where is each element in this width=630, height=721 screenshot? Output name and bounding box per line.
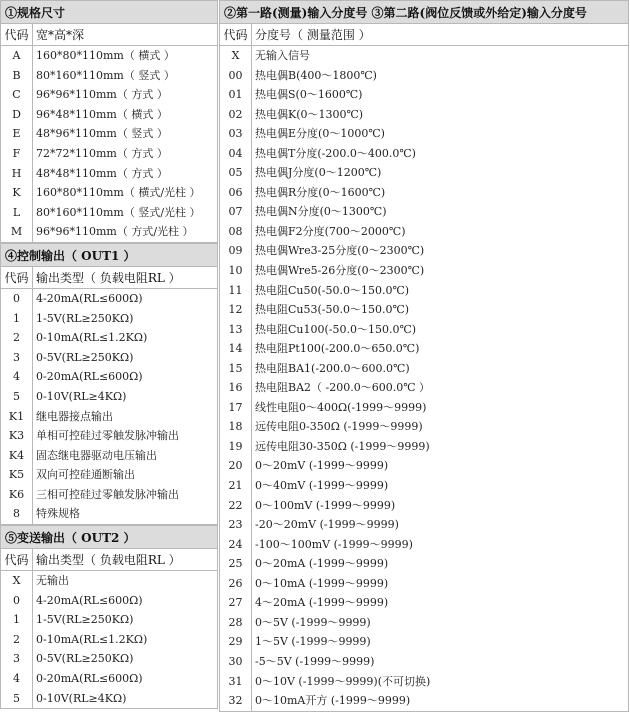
input-index-header	[219, 24, 629, 46]
desc-cell: 1-5V(RL≥250KΩ)	[36, 613, 134, 627]
code-cell: A	[1, 46, 33, 66]
code-cell: 22	[220, 496, 252, 516]
desc-cell: 热电阻Cu50(-50.0～150.0℃)	[255, 283, 410, 297]
table-row	[0, 46, 218, 66]
table-row	[0, 669, 218, 689]
table-row	[0, 407, 218, 427]
table-row	[219, 554, 629, 574]
desc-header: 分度号（ 测量范围 ）	[255, 28, 371, 42]
table-row	[0, 203, 218, 223]
desc-cell: 80*160*110mm（ 竖式/光柱 ）	[36, 205, 201, 219]
code-cell: M	[1, 222, 33, 242]
table-row	[0, 465, 218, 485]
code-cell: 19	[220, 437, 252, 457]
code-cell: D	[1, 105, 33, 125]
code-cell: 24	[220, 535, 252, 555]
table-row	[219, 574, 629, 594]
table-row	[219, 456, 629, 476]
table-row	[219, 105, 629, 125]
transmit-output-title: ⑤变送输出（ OUT2 ）	[0, 525, 218, 549]
code-cell: 17	[220, 398, 252, 418]
desc-cell: 热电偶F2分度(700～2000℃)	[255, 224, 406, 238]
table-row	[0, 610, 218, 630]
desc-cell: 热电阻Cu100(-50.0～150.0℃)	[255, 322, 417, 336]
table-row	[0, 183, 218, 203]
table-row	[0, 124, 218, 144]
desc-cell: 双向可控硅通断输出	[36, 468, 135, 482]
table-row	[219, 46, 629, 66]
code-cell: X	[220, 46, 252, 66]
desc-cell: 72*72*110mm（ 方式 ）	[36, 146, 168, 160]
code-cell: 26	[220, 574, 252, 594]
table-row	[219, 496, 629, 516]
desc-cell: 0-20mA(RL≤600Ω)	[36, 370, 143, 384]
table-row	[0, 222, 218, 242]
table-row	[219, 535, 629, 555]
table-row	[219, 672, 629, 692]
code-cell: 08	[220, 222, 252, 242]
desc-cell: 160*80*110mm（ 横式/光柱 ）	[36, 186, 201, 200]
code-cell: K6	[1, 485, 33, 505]
desc-header: 宽*高*深	[36, 28, 85, 42]
table-row	[0, 309, 218, 329]
table-row	[219, 398, 629, 418]
desc-cell: 4-20mA(RL≤600Ω)	[36, 593, 143, 607]
code-cell: C	[1, 85, 33, 105]
table-row	[0, 387, 218, 407]
desc-cell: 0～10mA开方 (-1999～9999)	[255, 694, 411, 708]
code-cell: 5	[1, 689, 33, 709]
spec-size-title: ①规格尺寸	[0, 0, 218, 24]
input-index-title: ②第一路(测量)输入分度号 ③第二路(阀位反馈或外给定)输入分度号	[219, 0, 629, 24]
code-cell: L	[1, 203, 33, 223]
table-row	[0, 144, 218, 164]
desc-cell: 0-5V(RL≥250KΩ)	[36, 652, 134, 666]
desc-cell: 热电偶B(400～1800℃)	[255, 68, 377, 82]
desc-cell: -20～20mV (-1999～9999)	[255, 518, 399, 532]
desc-cell: 热电阻BA2（ -200.0～600.0℃ ）	[255, 381, 431, 395]
code-cell: K5	[1, 465, 33, 485]
code-cell: 25	[220, 554, 252, 574]
code-cell: 0	[1, 591, 33, 611]
desc-cell: 0-10V(RL≥4KΩ)	[36, 691, 127, 705]
desc-cell: 热电偶N分度(0～1300℃)	[255, 205, 387, 219]
desc-cell: -100～100mV (-1999～9999)	[255, 537, 413, 551]
table-row	[219, 202, 629, 222]
desc-cell: 4-20mA(RL≤600Ω)	[36, 291, 143, 305]
desc-cell: 96*96*110mm（ 方式/光柱 ）	[36, 225, 194, 239]
table-row	[219, 300, 629, 320]
desc-cell: 0～20mA (-1999～9999)	[255, 557, 389, 571]
desc-cell: 热电偶Wre3-25分度(0～2300℃)	[255, 244, 425, 258]
code-cell: 01	[220, 85, 252, 105]
desc-cell: 远传电阻30-350Ω (-1999～9999)	[255, 439, 430, 453]
desc-cell: 0-5V(RL≥250KΩ)	[36, 350, 134, 364]
desc-header: 输出类型（ 负载电阻RL ）	[36, 553, 181, 568]
desc-cell: 热电偶E分度(0～1000℃)	[255, 127, 385, 141]
table-row	[219, 476, 629, 496]
desc-cell: 96*48*110mm（ 横式 ）	[36, 107, 168, 121]
desc-cell: 远传电阻0-350Ω (-1999～9999)	[255, 420, 423, 434]
table-row	[0, 689, 218, 709]
desc-cell: 热电阻BA1(-200.0～600.0℃)	[255, 361, 410, 375]
table-row	[0, 426, 218, 446]
code-cell: 29	[220, 632, 252, 652]
code-cell: 23	[220, 515, 252, 535]
table-row	[219, 222, 629, 242]
code-cell: 2	[1, 328, 33, 348]
desc-cell: 继电器接点输出	[36, 409, 113, 423]
code-cell: 28	[220, 613, 252, 633]
table-row	[0, 571, 218, 591]
desc-cell: 0～10V (-1999～9999)(不可切换)	[255, 674, 431, 688]
desc-cell: 48*96*110mm（ 竖式 ）	[36, 127, 168, 141]
desc-cell: 0-10V(RL≥4KΩ)	[36, 389, 127, 403]
input-index-table	[219, 46, 629, 712]
table-row	[219, 652, 629, 672]
code-header: 代码	[1, 549, 33, 570]
desc-cell: 特殊规格	[36, 507, 80, 521]
code-cell: 02	[220, 105, 252, 125]
desc-cell: 热电阻Pt100(-200.0～650.0℃)	[255, 342, 420, 356]
code-cell: 32	[220, 691, 252, 711]
table-row	[219, 163, 629, 183]
table-row	[219, 417, 629, 437]
desc-cell: 0～40mV (-1999～9999)	[255, 479, 389, 493]
code-cell: 4	[1, 367, 33, 387]
table-row	[219, 261, 629, 281]
code-cell: H	[1, 164, 33, 184]
code-cell: 8	[1, 504, 33, 524]
desc-cell: 无输入信号	[255, 49, 310, 62]
desc-cell: 固态继电器驱动电压输出	[36, 448, 157, 462]
desc-cell: 4～20mA (-1999～9999)	[255, 596, 389, 610]
table-row	[0, 630, 218, 650]
table-row	[219, 183, 629, 203]
code-cell: 1	[1, 610, 33, 630]
table-row	[0, 66, 218, 86]
desc-cell: 热电偶S(0～1600℃)	[255, 88, 363, 102]
code-cell: K	[1, 183, 33, 203]
desc-cell: 1～5V (-1999～9999)	[255, 635, 371, 649]
table-row	[0, 289, 218, 309]
code-cell: K4	[1, 446, 33, 466]
table-row	[0, 164, 218, 184]
code-cell: B	[1, 66, 33, 86]
table-row	[219, 593, 629, 613]
table-row	[219, 320, 629, 340]
control-output-header	[0, 267, 218, 289]
code-cell: 09	[220, 241, 252, 261]
desc-cell: 0～5V (-1999～9999)	[255, 615, 371, 629]
code-cell: 1	[1, 309, 33, 329]
code-cell: 2	[1, 630, 33, 650]
code-cell: 15	[220, 359, 252, 379]
table-row	[0, 446, 218, 466]
table-row	[219, 515, 629, 535]
desc-cell: 热电偶K(0～1300℃)	[255, 107, 364, 121]
desc-cell: 0-10mA(RL≤1.2KΩ)	[36, 632, 148, 646]
table-row	[0, 85, 218, 105]
desc-cell: 80*160*110mm（ 竖式 ）	[36, 68, 175, 82]
spec-size-header	[0, 24, 218, 46]
code-cell: 11	[220, 281, 252, 301]
spec-size-table	[0, 46, 218, 243]
table-row	[219, 632, 629, 652]
table-row	[219, 359, 629, 379]
table-row	[0, 348, 218, 368]
table-row	[0, 649, 218, 669]
desc-cell: -5～5V (-1999～9999)	[255, 654, 375, 668]
table-row	[0, 485, 218, 505]
desc-cell: 无输出	[36, 574, 69, 588]
code-cell: 06	[220, 183, 252, 203]
table-row	[0, 591, 218, 611]
code-cell: 18	[220, 417, 252, 437]
desc-header: 输出类型（ 负载电阻RL ）	[36, 270, 181, 285]
desc-cell: 单相可控硅过零触发脉冲输出	[36, 429, 179, 443]
control-output-table	[0, 289, 218, 525]
code-cell: 3	[1, 348, 33, 368]
code-header: 代码	[1, 24, 33, 45]
desc-cell: 0-20mA(RL≤600Ω)	[36, 672, 143, 686]
table-row	[219, 124, 629, 144]
code-header: 代码	[1, 267, 33, 288]
left-column	[0, 0, 218, 709]
desc-cell: 160*80*110mm（ 横式 ）	[36, 49, 175, 62]
table-row	[219, 437, 629, 457]
table-row	[0, 367, 218, 387]
table-row	[0, 504, 218, 524]
code-header: 代码	[220, 24, 252, 45]
code-cell: 07	[220, 202, 252, 222]
table-row	[0, 328, 218, 348]
table-row	[219, 66, 629, 86]
code-cell: 12	[220, 300, 252, 320]
code-cell: 04	[220, 144, 252, 164]
desc-cell: 96*96*110mm（ 方式 ）	[36, 88, 168, 102]
right-column	[219, 0, 629, 712]
code-cell: 4	[1, 669, 33, 689]
code-cell: 03	[220, 124, 252, 144]
transmit-output-table	[0, 571, 218, 709]
code-cell: K3	[1, 426, 33, 446]
table-row	[219, 339, 629, 359]
desc-cell: 热电偶J分度(0～1200℃)	[255, 166, 382, 180]
desc-cell: 热电偶R分度(0～1600℃)	[255, 185, 386, 199]
desc-cell: 热电阻Cu53(-50.0～150.0℃)	[255, 303, 410, 317]
control-output-title: ④控制输出（ OUT1 ）	[0, 243, 218, 267]
code-cell: K1	[1, 407, 33, 427]
table-row	[219, 613, 629, 633]
desc-cell: 0～100mV (-1999～9999)	[255, 498, 396, 512]
code-cell: E	[1, 124, 33, 144]
code-cell: 14	[220, 339, 252, 359]
desc-cell: 三相可控硅过零触发脉冲输出	[36, 487, 179, 501]
code-cell: 00	[220, 66, 252, 86]
code-cell: F	[1, 144, 33, 164]
code-cell: 3	[1, 649, 33, 669]
code-cell: 21	[220, 476, 252, 496]
desc-cell: 0～20mV (-1999～9999)	[255, 459, 389, 473]
desc-cell: 0-10mA(RL≤1.2KΩ)	[36, 331, 148, 345]
table-row	[219, 281, 629, 301]
table-row	[219, 85, 629, 105]
table-row	[219, 144, 629, 164]
code-cell: 31	[220, 672, 252, 692]
desc-cell: 线性电阻0～400Ω(-1999～9999)	[255, 400, 427, 414]
transmit-output-header	[0, 549, 218, 571]
code-cell: 05	[220, 163, 252, 183]
table-row	[219, 241, 629, 261]
desc-cell: 0～10mA (-1999～9999)	[255, 576, 389, 590]
code-cell: 13	[220, 320, 252, 340]
desc-cell: 48*48*110mm（ 方式 ）	[36, 166, 168, 180]
table-row	[219, 378, 629, 398]
code-cell: 27	[220, 593, 252, 613]
code-cell: 10	[220, 261, 252, 281]
code-cell: 0	[1, 289, 33, 309]
table-row	[0, 105, 218, 125]
table-row	[219, 691, 629, 711]
code-cell: 5	[1, 387, 33, 407]
code-cell: 16	[220, 378, 252, 398]
code-cell: X	[1, 571, 33, 591]
code-cell: 30	[220, 652, 252, 672]
desc-cell: 1-5V(RL≥250KΩ)	[36, 311, 134, 325]
code-cell: 20	[220, 456, 252, 476]
desc-cell: 热电偶T分度(-200.0～400.0℃)	[255, 146, 416, 160]
desc-cell: 热电偶Wre5-26分度(0～2300℃)	[255, 264, 425, 278]
